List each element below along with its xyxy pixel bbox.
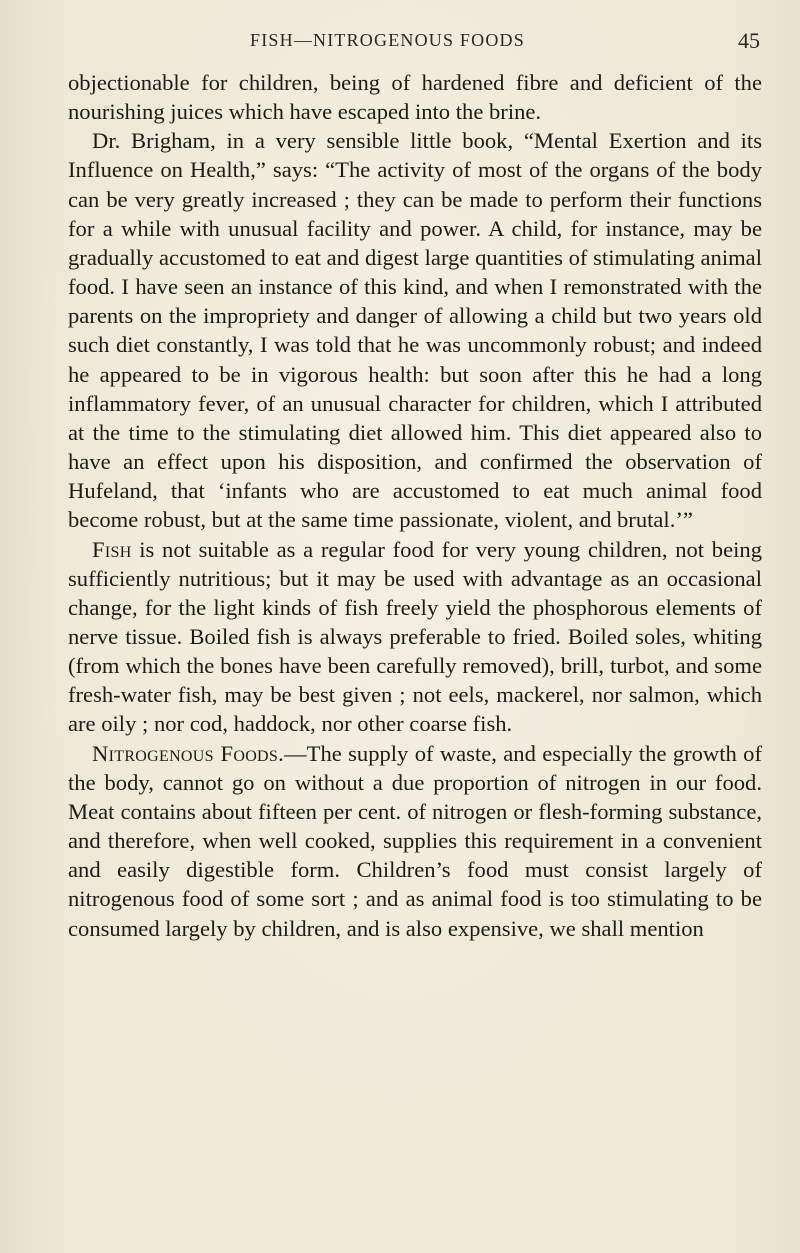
running-head — [70, 30, 760, 60]
paragraph-nitrogenous-foods — [68, 739, 762, 943]
running-title: FISH—NITROGENOUS FOODS — [250, 30, 525, 50]
paragraph-brigham-quote — [68, 126, 762, 534]
paragraph-text: objectionable for children, being of hardened fibre and deficient of the nourishing juices which have escaped into the brine. — [68, 70, 762, 125]
paragraph-text: Dr. Brigham, in a very sensible little book, “Mental Exertion and its Influence on Health,” says: “The activity of most of the organs of the body can be very greatly increased ; they can be made to perform their functions for a while with unusual facility and power. A child, for instance, may be gradually accustomed to eat and digest large quantities of stimulating animal food. I have seen an instance of this kind, and when I remonstrated with the parents on the impropriety and danger of allowing a child but two years old such diet constantly, I was told that he was uncommonly robust; and indeed he appeared to be in vigorous health: but soon after this he had a long inflammatory fever, of an unusual character for children, which I attributed at the time to the stimulating diet allowed him. This diet appeared also to have an effect upon his disposition, and confirmed the observation of Hufeland, that ‘infants who are accustomed to eat much animal food become robust, but at the same time passionate, violent, and brutal.’” — [68, 128, 762, 533]
paragraph-text: —The supply of waste, and especially the growth of the body, cannot go on without a due proportion of nitrogen in our food. Meat contains about fifteen per cent. of nitrogen or flesh-forming substance, and therefore, when well cooked, supplies this requirement in a convenient and easily digestible form. Children’s food must consist largely of nitrogenous food of some sort ; and as animal food is too stimulating to be consumed largely by children, and is also expensive, we shall mention — [68, 740, 762, 941]
section-lead-fish: Fish — [92, 536, 132, 562]
section-lead-nitrogenous-foods: Nitrogenous Foods. — [92, 740, 285, 766]
body-text — [68, 68, 762, 943]
page-number: 45 — [738, 28, 760, 53]
paragraph-continuation — [68, 68, 762, 126]
paragraph-fish — [68, 535, 762, 739]
paragraph-text: is not suitable as a regular food for very young children, not being sufficiently nutritious; but it may be used with advantage as an occasional change, for the light kinds of fish freely yield the phosphorous elements of nerve tissue. Boiled fish is always preferable to fried. Boiled soles, whiting (from which the bones have been carefully removed), brill, turbot, and some fresh-water fish, may be best given ; not eels, mackerel, nor salmon, which are oily ; nor cod, haddock, nor other coarse fish. — [68, 536, 762, 737]
